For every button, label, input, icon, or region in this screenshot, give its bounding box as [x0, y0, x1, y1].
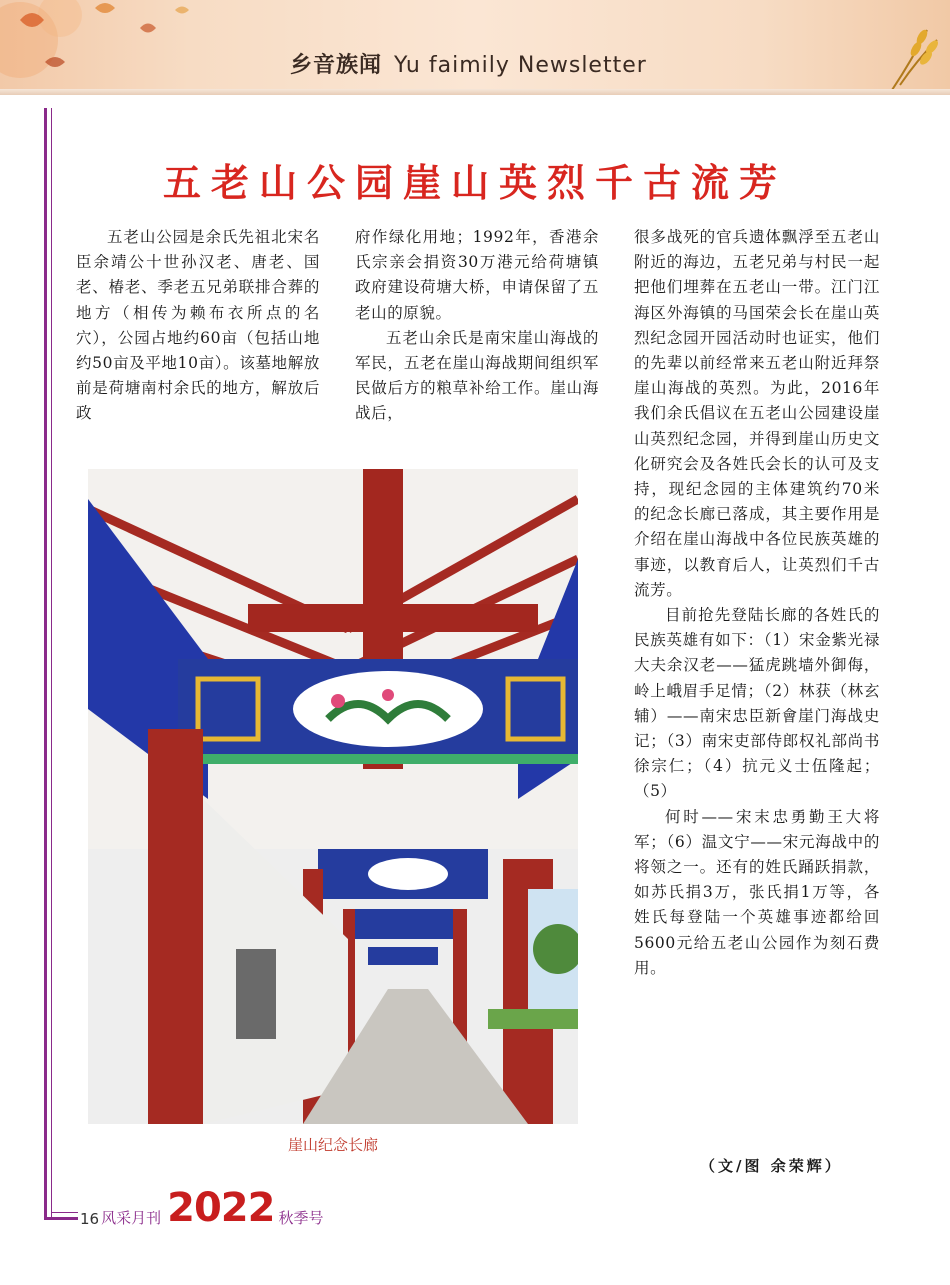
- bottom-rule: [44, 1217, 78, 1220]
- paragraph: 何时——宋末忠勇勤王大将军；（6）温文宁——宋元海战中的将领之一。还有的姓氏踊跃捐款，如苏氏捐3万，张氏捐1万等，各姓氏每登陆一个英雄事迹都给回5600元给五老山公园作为刻石费用。: [634, 807, 880, 977]
- newsletter-title-cn: 乡音族闻: [290, 53, 383, 78]
- page-footer: [80, 1185, 324, 1231]
- text-column-2: [355, 225, 599, 427]
- newsletter-title: [290, 48, 647, 88]
- paragraph: 府作绿化用地；1992年，香港余氏宗亲会捐资30万港元给荷塘镇政府建设荷塘大桥，申请保留了五老山的原貌。: [355, 228, 599, 322]
- wheat-icon: [882, 25, 942, 90]
- autumn-leaves-icon: [0, 0, 230, 95]
- photo-caption: 崖山纪念长廊: [287, 1136, 378, 1154]
- author-signature: （文/图 余荣辉）: [700, 1157, 843, 1175]
- corridor-illustration: [88, 469, 578, 1124]
- text-column-1: [76, 225, 320, 427]
- paragraph: 五老山公园是余氏先祖北宋名臣余靖公十世孙汉老、唐老、国老、椿老、季老五兄弟联排合葬的地方（相传为赖布衣所点的名穴），公园占地约60亩（包括山地约50亩及平地10亩）。该墓地解放前是荷塘南村余氏的地方，解放后政: [76, 228, 320, 423]
- article-title: 五老山公园崖山英烈千古流芳: [162, 160, 787, 205]
- paragraph: 很多战死的官兵遗体飘浮至五老山附近的海边，五老兄弟与村民一起把他们埋葬在五老山一带。江门江海区外海镇的马国荣会长在崖山英烈纪念园开园活动时也证实，他们的先辈以前经常来五老山附近拜祭崖山海战的英烈。为此，2016年我们余氏倡议在五老山公园建设崖山英烈纪念园，并得到崖山历史文化研究会及各姓氏会长的认可及支持，现纪念园的主体建筑约70米的纪念长廊已落成，其主要作用是介绍在崖山海战中各位民族英雄的事迹，以教育后人，让英烈们千古流芳。: [634, 228, 880, 599]
- bottom-rule-thin: [51, 1212, 78, 1213]
- paragraph: 五老山余氏是南宋崖山海战的军民，五老在崖山海战期间组织军民做后方的粮草补给工作。崖山海战后，: [355, 328, 599, 423]
- issue-year: 2022: [167, 1185, 275, 1231]
- text-column-3: [634, 225, 880, 981]
- left-rule: [44, 108, 47, 1218]
- left-rule-thin: [51, 108, 52, 1218]
- newsletter-title-en: Yu faimily Newsletter: [394, 53, 647, 78]
- paragraph: 目前抢先登陆长廊的各姓氏的民族英雄有如下：（1）宋金紫光禄大夫余汉老——猛虎跳墙外御侮，岭上峨眉手足情；（2）林获（林玄辅）——南宋忠臣新會崖门海战史记；（3）南宋吏部侍郎权礼部尚书徐宗仁；（4）抗元义士伍隆起；（5）: [634, 606, 880, 801]
- header-band: [0, 0, 950, 95]
- page-number: 16: [80, 1210, 100, 1228]
- corridor-photo: [88, 469, 578, 1124]
- issue-season: 秋季号: [278, 1209, 324, 1227]
- magazine-name: 风采月刊: [101, 1209, 162, 1227]
